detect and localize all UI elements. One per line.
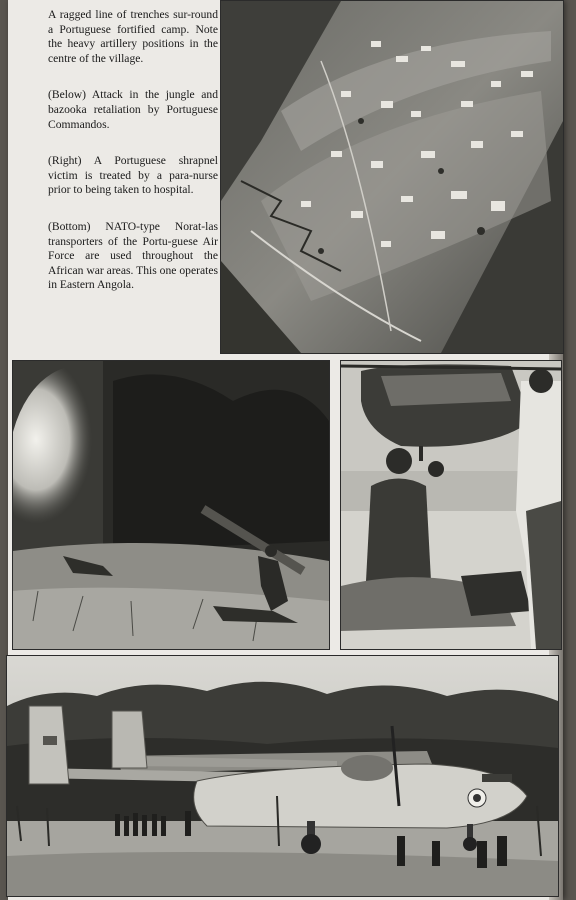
caption-nurse: (Right) A Portuguese shrapnel victim is treated by a para-nurse prior to being taken to hospital. <box>48 154 218 197</box>
caption-jungle: (Below) Attack in the jungle and bazooka retaliation by Portuguese Commandos. <box>48 88 218 131</box>
caption-column <box>48 8 218 315</box>
caption-plane: (Bottom) NATO-type Norat-las transporters of the Portu-guese Air Force are used throughout the African war areas. This one operates in Eastern Angola. <box>48 219 218 292</box>
aerial-camp-photo <box>220 0 564 354</box>
caption-camp: A ragged line of trenches sur-round a Portuguese fortified camp. Note the heavy artillery positions in the centre of the village. <box>48 8 218 65</box>
nurse-treating-victim-photo <box>340 360 562 650</box>
noratlas-transport-photo <box>6 655 559 897</box>
jungle-attack-photo <box>12 360 330 650</box>
